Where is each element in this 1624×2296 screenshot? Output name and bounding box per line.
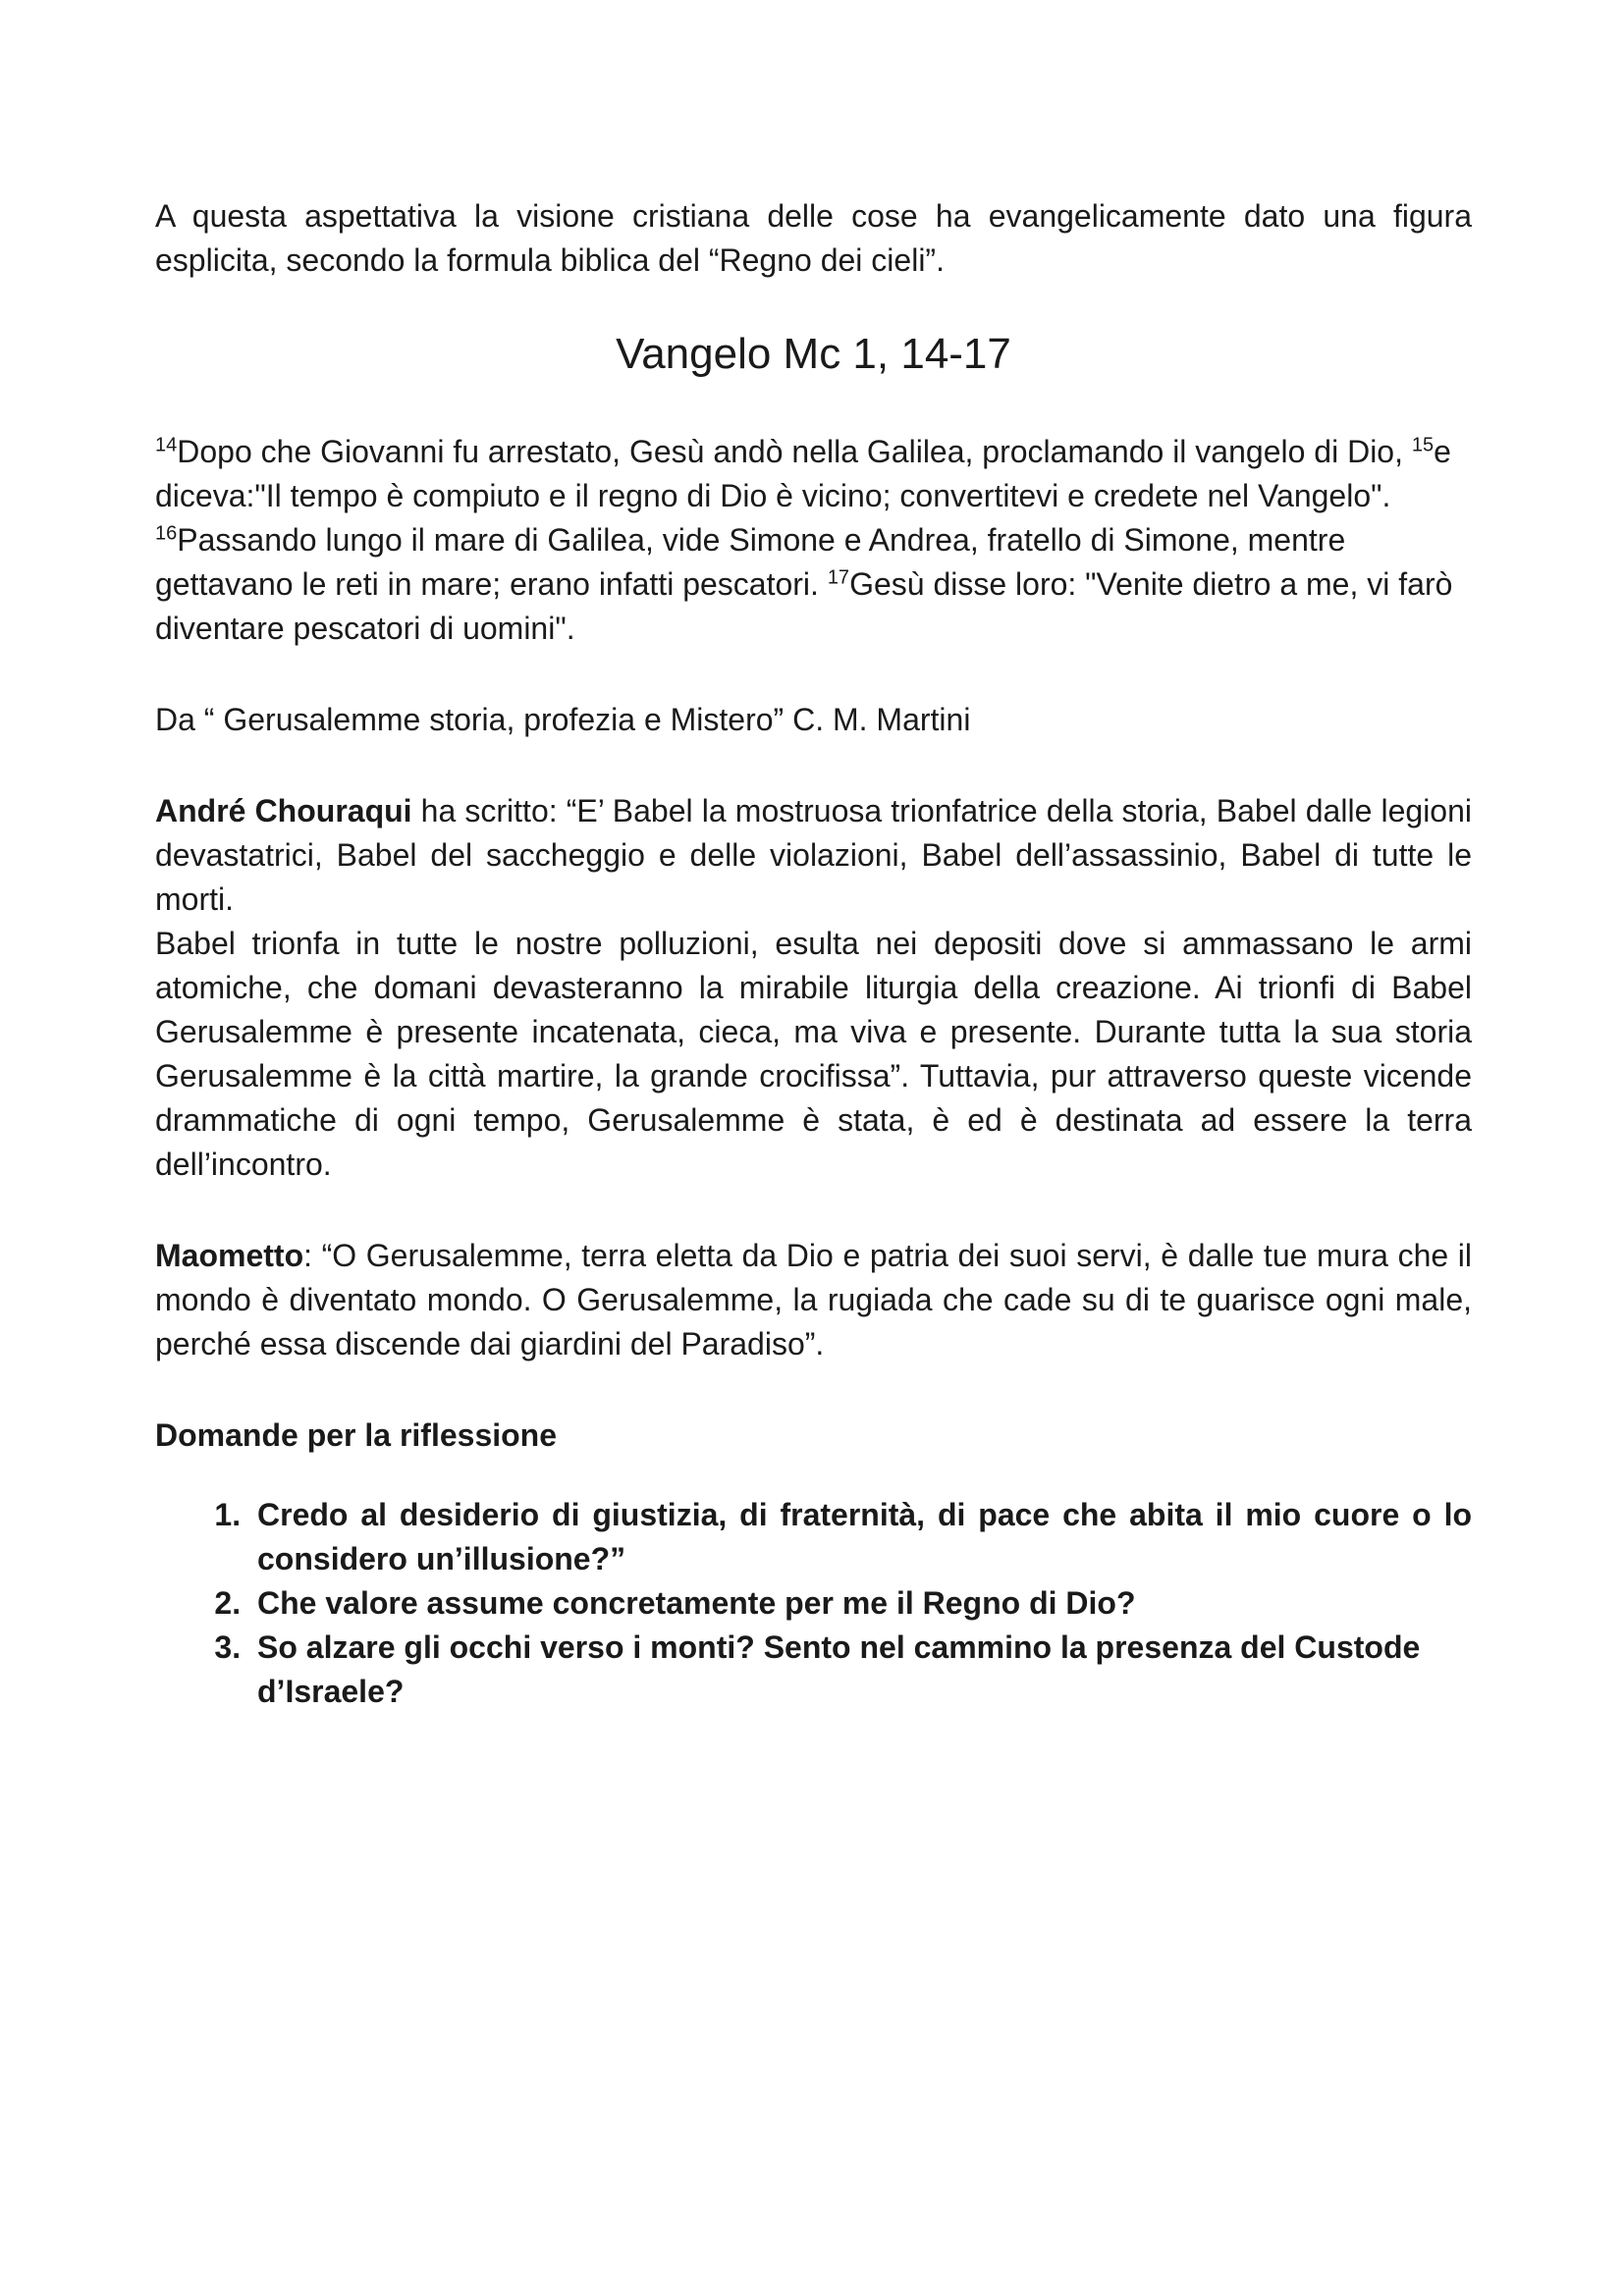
- maometto-quote: [155, 1234, 1472, 1366]
- verse-number: 17: [827, 566, 850, 589]
- quote-text: : “O Gerusalemme, terra eletta da Dio e patria dei suoi servi, è dalle tue mura che il mondo è diventato mondo. O Gerusalemme, la rugiada che cade su di te guarisce ogni male, perché essa discende dai giardini del Paradiso”.: [155, 1238, 1472, 1362]
- verse-text: e diceva:"Il tempo è compiuto e il regno di Dio è vicino; convertitevi e credete nel Vangelo".: [155, 434, 1451, 513]
- source-citation: Da “ Gerusalemme storia, profezia e Mistero” C. M. Martini: [155, 702, 971, 737]
- author-name: André Chouraqui: [155, 793, 412, 828]
- author-name: Maometto: [155, 1238, 304, 1273]
- question-item: 2. Che valore assume concretamente per me il Regno di Dio?: [249, 1581, 1472, 1626]
- gospel-heading: Vangelo Mc 1, 14-17: [616, 330, 1011, 378]
- questions-title: Domande per la riflessione: [155, 1417, 558, 1453]
- chouraqui-quote-continued: Babel trionfa in tutte le nostre polluzioni, esulta nei depositi dove si ammassano le armi atomiche, che domani devasteranno la mirabile liturgia della creazione. Ai trionfi di Babel Gerusalemme è presente incatenata, cieca, ma viva e presente. Durante tutta la sua storia Gerusalemme è la città martire, la grande crocifissa”. Tuttavia, pur attraverso queste vicende drammatiche di ogni tempo, Gerusalemme è stata, è ed è destinata ad essere la terra dell’incontro.: [155, 926, 1472, 1182]
- verse-number: 14: [155, 434, 178, 456]
- verse-text: Gesù disse loro: "Venite dietro a me, vi farò diventare pescatori di uomini".: [155, 566, 1453, 646]
- gospel-passage: [155, 430, 1472, 651]
- chouraqui-quote: [155, 789, 1472, 922]
- verse-number: 16: [155, 522, 178, 545]
- intro-paragraph: A questa aspettativa la visione cristiana delle cose ha evangelicamente dato una figura esplicita, secondo la formula biblica del “Regno dei cieli”.: [155, 198, 1472, 278]
- question-item: 3. So alzare gli occhi verso i monti? Sento nel cammino la presenza del Custode d’Israele?: [249, 1626, 1472, 1714]
- question-item: 1. Credo al desiderio di giustizia, di fraternità, di pace che abita il mio cuore o lo considero un’illusione?”: [249, 1493, 1472, 1581]
- quote-text: ha scritto: “E’ Babel la mostruosa trionfatrice della storia, Babel dalle legioni devastatrici, Babel del saccheggio e delle violazioni, Babel dell’assassinio, Babel di tutte le morti.: [155, 793, 1473, 917]
- verse-text: Dopo che Giovanni fu arrestato, Gesù andò nella Galilea, proclamando il vangelo di Dio,: [177, 434, 1412, 469]
- verse-number: 15: [1411, 434, 1435, 456]
- verse-text: Passando lungo il mare di Galilea, vide Simone e Andrea, fratello di Simone, mentre gettavano le reti in mare; erano infatti pescatori.: [155, 522, 1346, 602]
- questions-list: [155, 1493, 1472, 1714]
